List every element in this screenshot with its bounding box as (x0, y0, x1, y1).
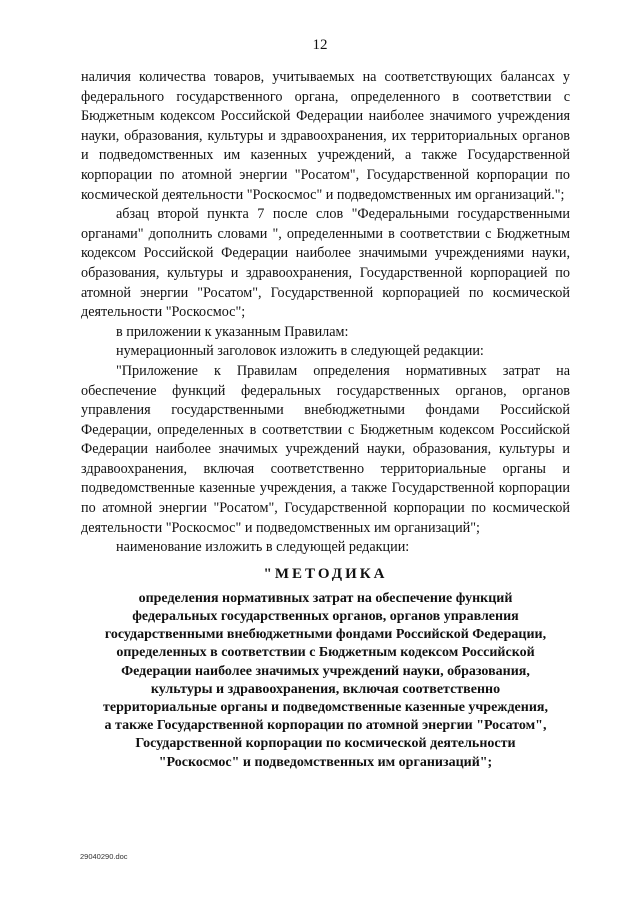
subtitle-line: Федерации наиболее значимых учреждений науки, образования, (121, 663, 530, 679)
document-body (81, 68, 570, 772)
subtitle-line: определения нормативных затрат на обеспечение функций (138, 590, 513, 606)
paragraph-continuation: наличия количества товаров, учитываемых на соответствующих балансах у федерального государственного органа, определенного в соответствии с Бюджетным кодексом Российской Федерации наиболее значимого учреждения науки, образования, культуры и здравоохранения, их территориальных органов и подведомственных им казенных учреждений, а также Государственной корпорации по атомной энергии "Росатом", Государственной корпорации по космической деятельности "Роскосмос" и подведомственных им организаций."; (81, 69, 570, 203)
subtitle-line: "Роскосмос" и подведомственных им организаций"; (158, 754, 493, 770)
methodology-subtitle (81, 590, 570, 772)
paragraph-appendix-intro: в приложении к указанным Правилам: (116, 323, 349, 340)
subtitle-line: федеральных государственных органов, органов управления (132, 609, 519, 625)
paragraph-amendment-point-7: абзац второй пункта 7 после слов "Федеральными государственными органами" дополнить словами ", определенными в соответствии с Бюджетным кодексом Российской Федерации наиболее значимыми учреждениями науки, образования, культуры и здравоохранения, Государственной корпорацией по атомной энергии "Росатом", Государственной корпорацией по космической деятельности "Роскосмос"; (81, 206, 570, 321)
subtitle-line: Государственной корпорации по космической деятельности (135, 736, 516, 752)
paragraph-heading-instruction: нумерационный заголовок изложить в следующей редакции: (116, 343, 484, 360)
subtitle-line: а также Государственной корпорации по атомной энергии "Росатом", (104, 718, 547, 734)
footer-filename: 29040290.doc (80, 852, 128, 861)
page-number: 12 (312, 37, 328, 53)
subtitle-line: территориальные органы и подведомственные казенные учреждения, (103, 700, 548, 716)
subtitle-line: определенных в соответствии с Бюджетным кодексом Российской (116, 645, 535, 661)
paragraph-appendix-heading: "Приложение к Правилам определения нормативных затрат на обеспечение функций федеральных государственных органов, органов управления государственными внебюджетными фондами Российской Федерации, определенных в соответствии с Бюджетным кодексом Российской Федерации наиболее значимых учреждений науки, образования, культуры и здравоохранения, включая соответственно территориальные органы и подведомственные казенные учреждения, а также Государственной корпорации по атомной энергии "Росатом", Государственной корпорации по космической деятельности "Роскосмос" и подведомственных им организаций"; (81, 362, 570, 536)
methodology-title: "МЕТОДИКА (263, 565, 388, 582)
subtitle-line: государственными внебюджетными фондами Российской Федерации, (104, 627, 547, 643)
paragraph-name-instruction: наименование изложить в следующей редакции: (116, 539, 410, 556)
subtitle-line: культуры и здравоохранения, включая соответственно (150, 681, 501, 697)
